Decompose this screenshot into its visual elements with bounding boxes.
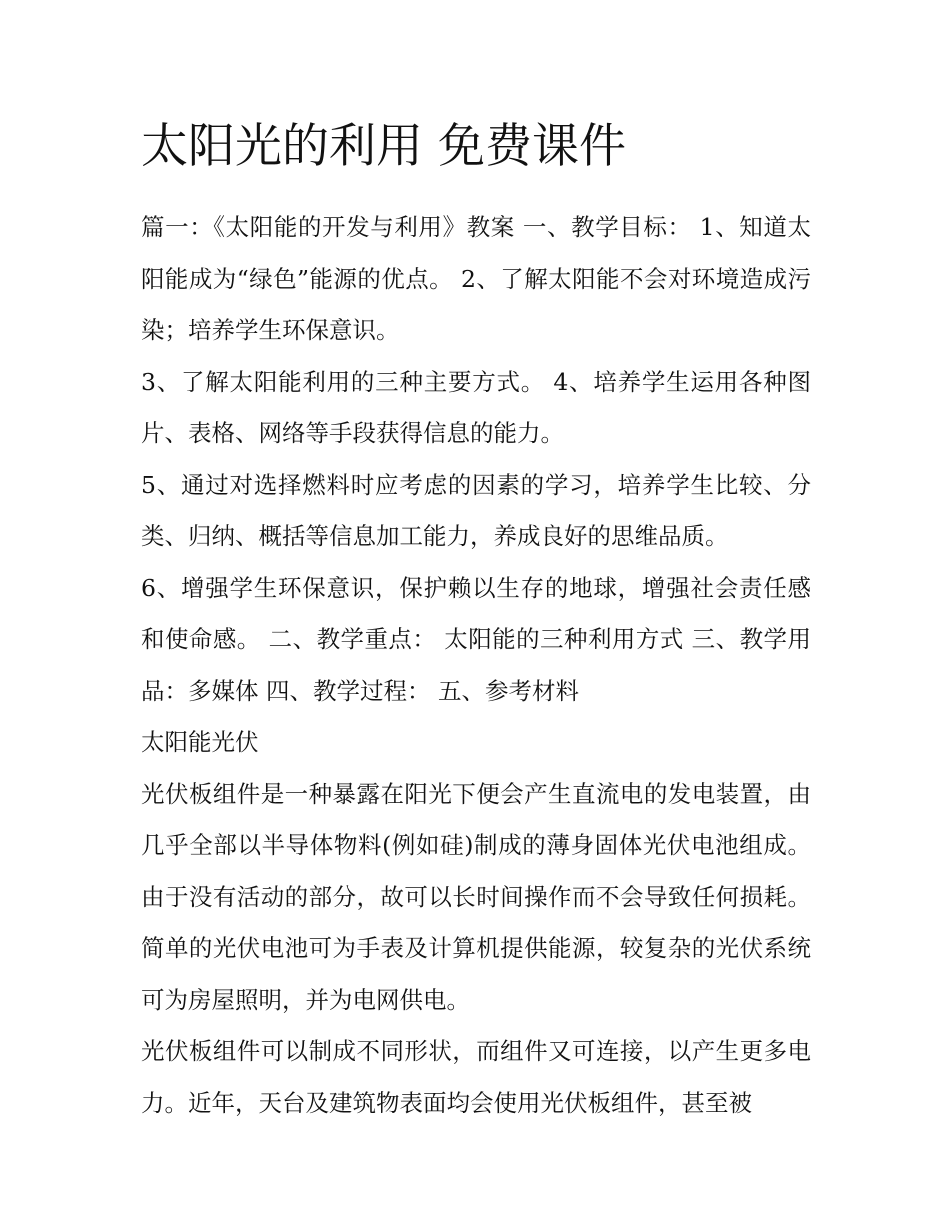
paragraph-objective-5: 5、通过对选择燃料时应考虑的因素的学习，培养学生比较、分类、归纳、概括等信息加工能力，养成良好的思维品质。 — [141, 470, 811, 550]
document-page — [141, 0, 811, 1129]
paragraph-pv-description: 光伏板组件是一种暴露在阳光下便会产生直流电的发电装置，由几乎全部以半导体物料(例如硅)制成的薄身固体光伏电池组成。由于没有活动的部分，故可以长时间操作而不会导致任何损耗。简单的光伏电池可为手表及计算机提供能源，较复杂的光伏系统可为房屋照明，并为电网供电。 — [141, 779, 811, 1014]
paragraph-pv-shapes: 光伏板组件可以制成不同形状，而组件又可连接，以产生更多电力。近年，天台及建筑物表面均会使用光伏板组件，甚至被 — [141, 1037, 811, 1117]
section-heading-solar-pv: 太阳能光伏 — [141, 728, 259, 756]
document-title: 太阳光的利用 免费课件 — [141, 119, 626, 174]
paragraph-objectives-3-4: 3、了解太阳能利用的三种主要方式。 4、培养学生运用各种图片、表格、网络等手段获得信息的能力。 — [141, 367, 811, 447]
paragraph-objectives: 篇一：《太阳能的开发与利用》教案 一、教学目标： 1、知道太阳能成为“绿色”能源的优点。 2、了解太阳能不会对环境造成污染；培养学生环保意识。 — [141, 213, 811, 344]
paragraph-objective-6: 6、增强学生环保意识，保护赖以生存的地球，增强社会责任感和使命感。 二、教学重点： 太阳能的三种利用方式 三、教学用品：多媒体 四、教学过程： 五、参考材料 — [141, 573, 811, 705]
document-body — [141, 202, 811, 1129]
